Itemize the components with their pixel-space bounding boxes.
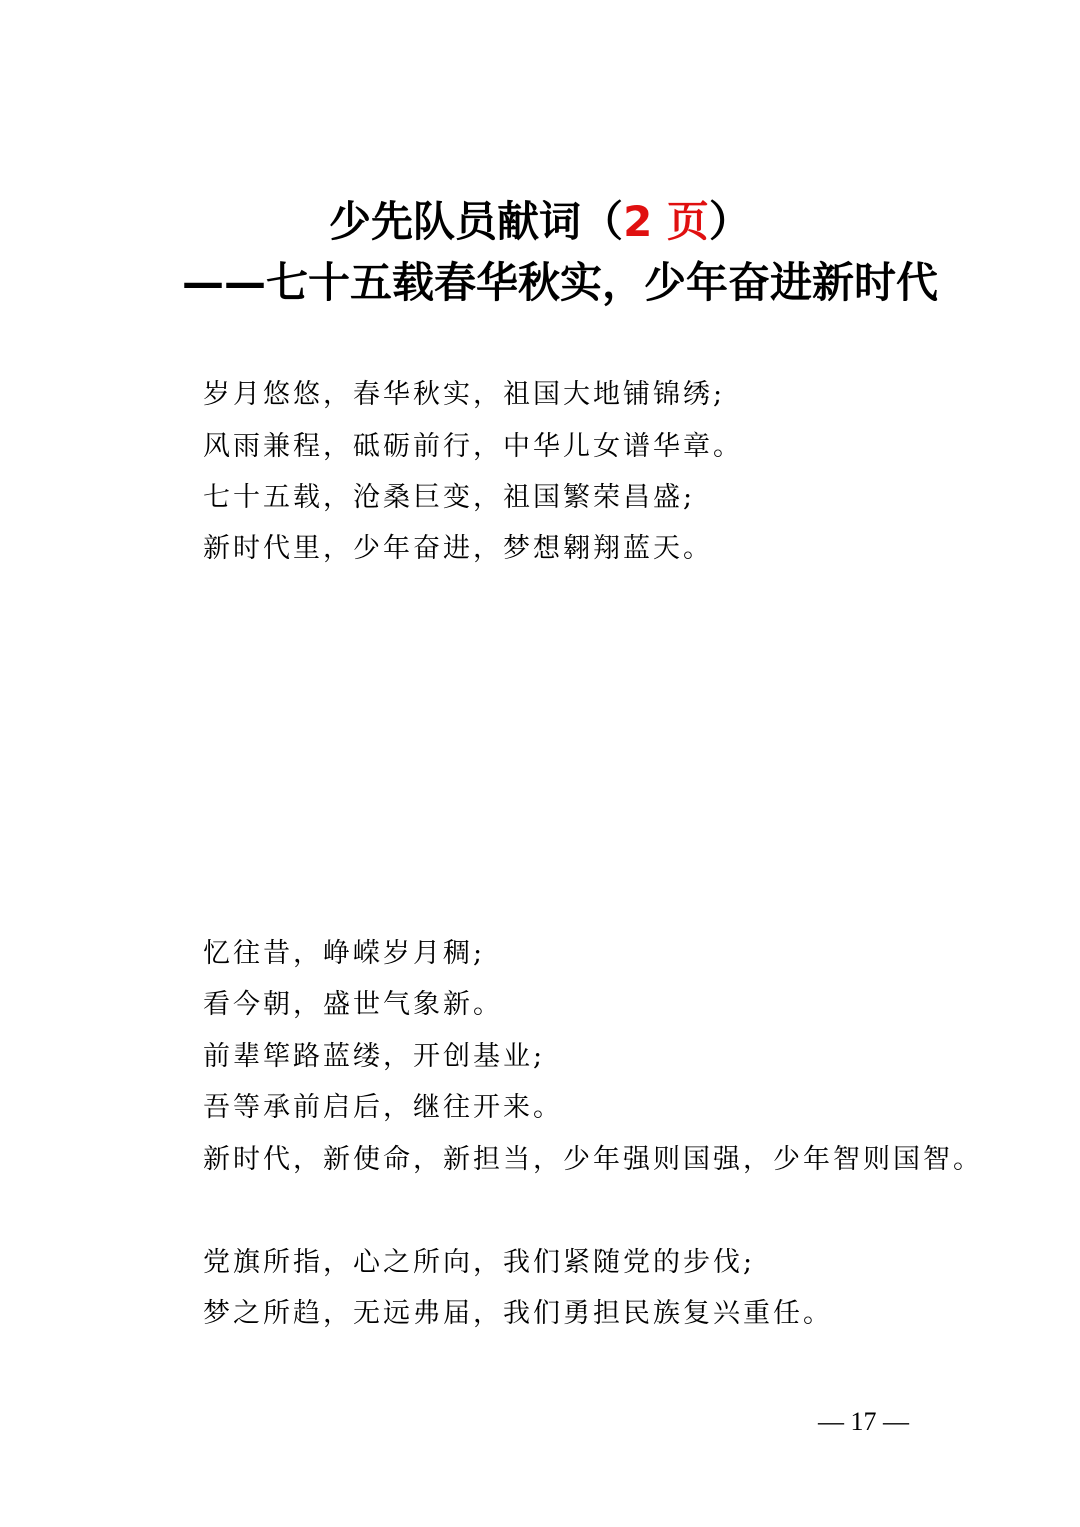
title-text: 少先队员献词（ xyxy=(329,197,624,246)
verse-line: 梦之所趋，无远弗届，我们勇担民族复兴重任。 xyxy=(203,1298,833,1329)
verse-line: 七十五载，沧桑巨变，祖国繁荣昌盛; xyxy=(203,482,696,513)
verse-line: 党旗所指，心之所向，我们紧随党的步伐; xyxy=(203,1247,756,1278)
verse-line: 新时代，新使命，新担当，少年强则国强，少年智则国智。 xyxy=(203,1144,983,1175)
verse-line: 新时代里，少年奋进，梦想翱翔蓝天。 xyxy=(203,533,713,564)
title-page-count: 2 页 xyxy=(623,197,709,246)
verse-line: 风雨兼程，砥砺前行，中华儿女谱华章。 xyxy=(203,431,743,462)
title-close-paren: ） xyxy=(708,197,751,246)
page-title xyxy=(0,197,1080,247)
verse-line: 吾等承前启后，继往开来。 xyxy=(203,1092,563,1123)
verse-line: 前辈筚路蓝缕，开创基业; xyxy=(203,1041,546,1072)
verse-line: 忆往昔，峥嵘岁月稠; xyxy=(203,938,486,969)
page-subtitle: ——七十五载春华秋实，少年奋进新时代 xyxy=(182,258,939,307)
verse-line: 岁月悠悠，春华秋实，祖国大地铺锦绣; xyxy=(203,379,726,410)
verse-line: 看今朝，盛世气象新。 xyxy=(203,989,503,1020)
page-number: — 17 — xyxy=(818,1407,909,1436)
